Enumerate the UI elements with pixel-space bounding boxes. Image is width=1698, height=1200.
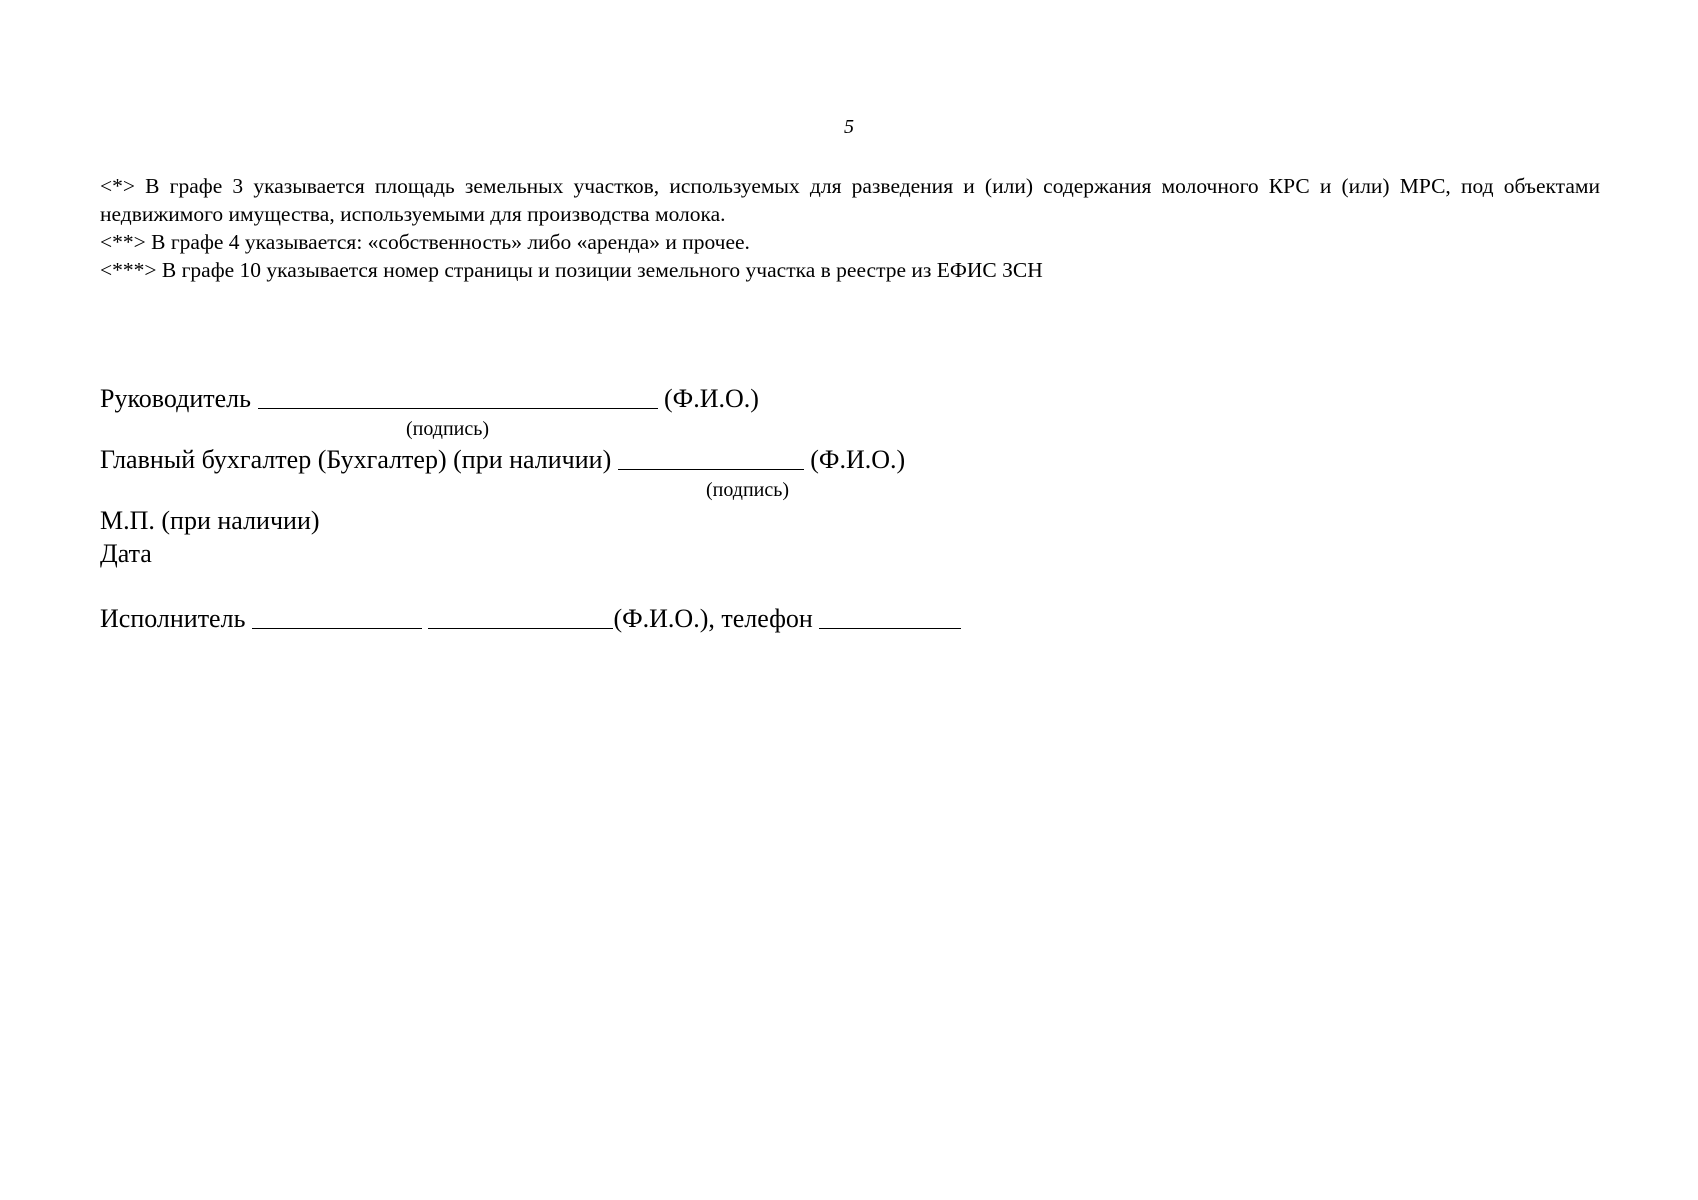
head-signature-blank [258,384,658,409]
accountant-label: Главный бухгалтер (Бухгалтер) (при наличии) [100,445,612,474]
footnote-2: <**> В графе 4 указывается: «собственность» либо «аренда» и прочее. [100,230,750,254]
head-signature-caption: (подпись) [406,418,490,440]
accountant-fio: (Ф.И.О.) [810,445,906,474]
footnotes [100,172,1600,284]
executor-fio-phone: (Ф.И.О.), телефон [613,604,813,633]
stamp-label: М.П. (при наличии) [100,506,320,535]
executor-line [100,604,961,634]
date-label: Дата [100,539,152,568]
head-signature-line [100,384,759,414]
footnote-1: <*> В графе 3 указывается площадь земельных участков, используемых для разведения и (или) содержания молочного КРС и (или) МРС, под объектами недвижимого имущества, используемыми для производства молока. [100,174,1600,226]
footnote-3: <***> В графе 10 указывается номер страницы и позиции земельного участка в реестре из ЕФИС ЗСН [100,258,1043,282]
head-label: Руководитель [100,384,251,413]
executor-label: Исполнитель [100,604,246,633]
page-number: 5 [844,116,854,138]
accountant-signature-caption: (подпись) [706,479,790,501]
accountant-signature-blank [618,445,804,470]
head-fio: (Ф.И.О.) [664,384,759,413]
accountant-signature-line [100,445,905,475]
executor-phone-blank [819,604,961,629]
executor-name-blank [428,604,613,629]
executor-signature-blank [252,604,422,629]
